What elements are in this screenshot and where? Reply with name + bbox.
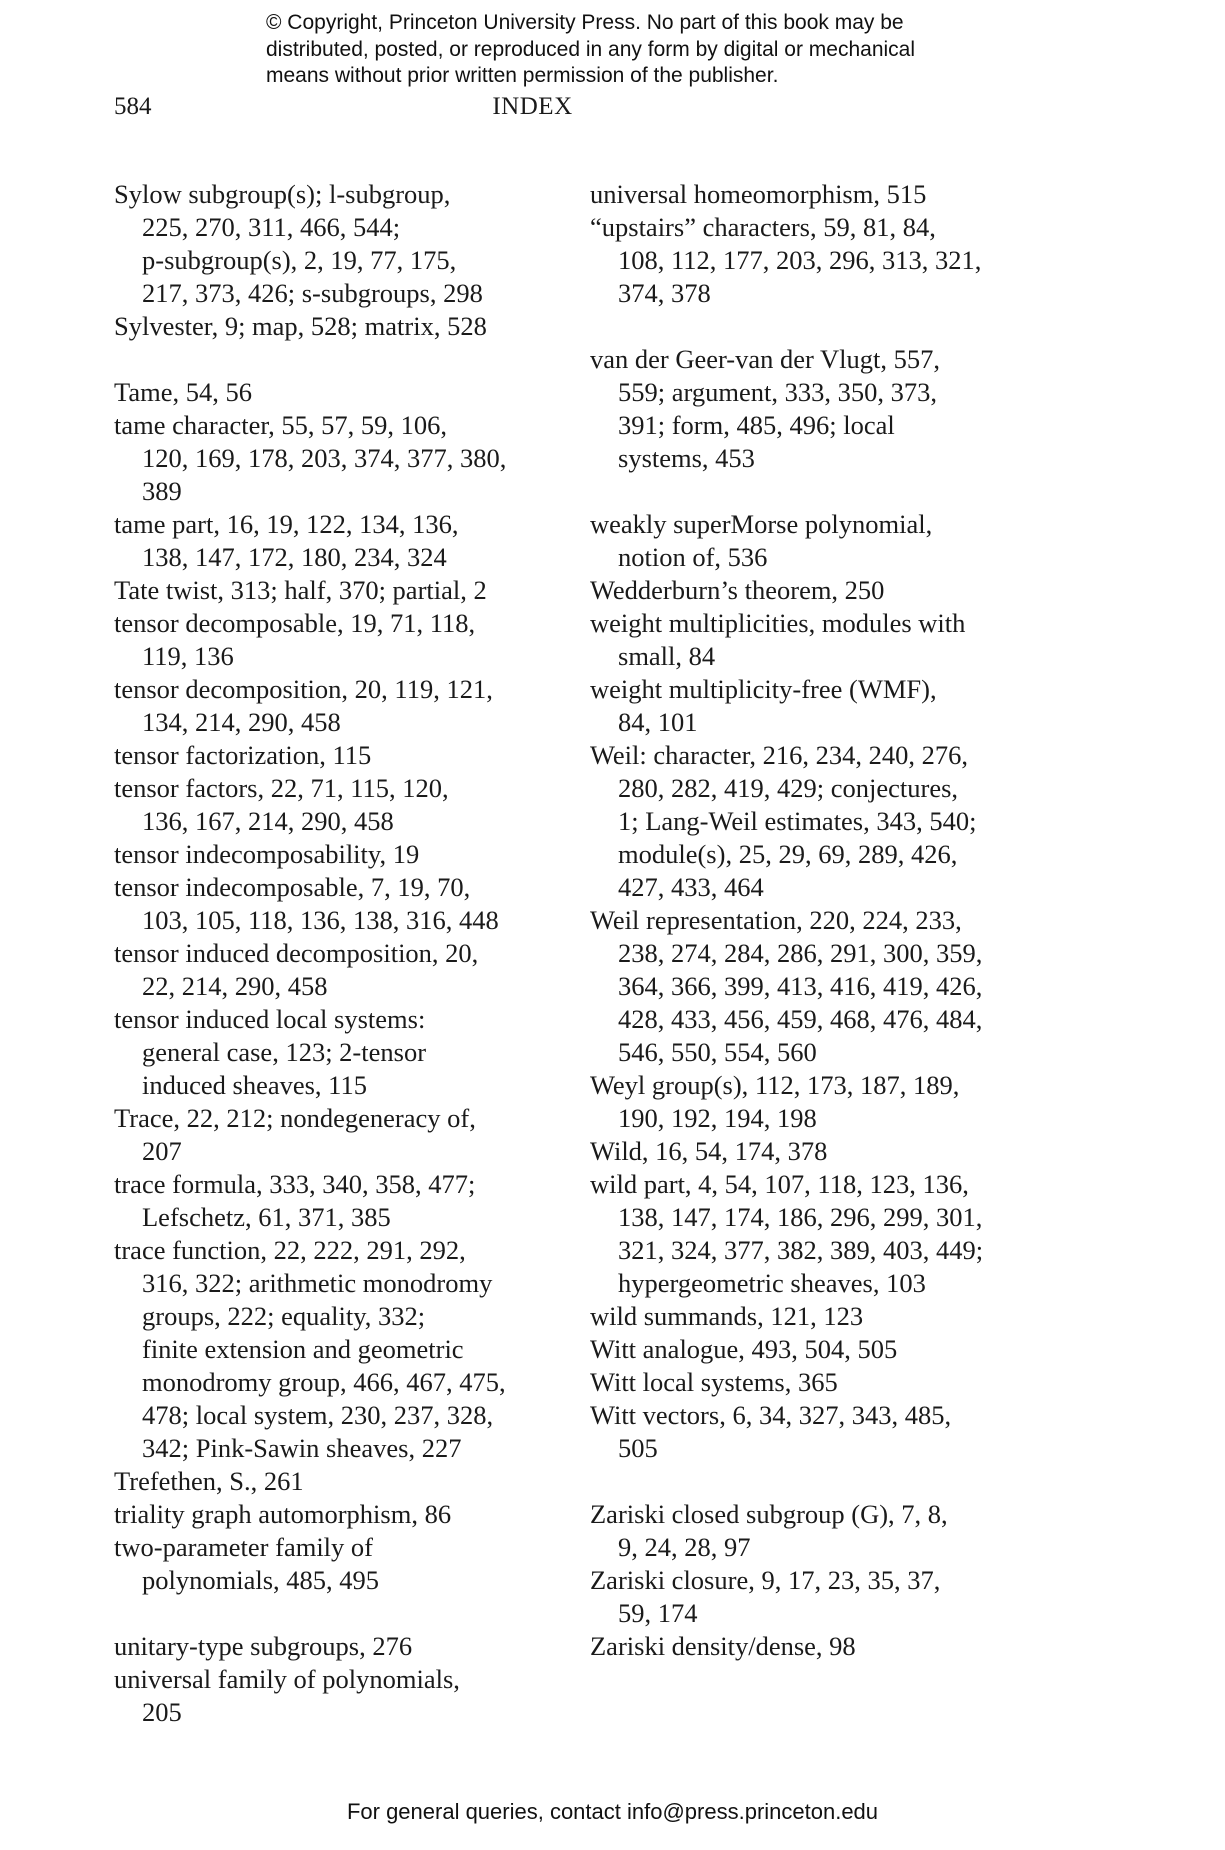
index-entry-continuation: 546, 550, 554, 560 (618, 1037, 817, 1067)
index-entry-heading: weight multiplicities, modules with (590, 608, 966, 638)
index-entry (590, 1366, 1060, 1399)
index-entry (114, 1663, 564, 1729)
index-entry (590, 178, 1060, 211)
index-entry-continuation: 280, 282, 419, 429; conjectures, (618, 773, 959, 803)
index-entry-continuation: general case, 123; 2-tensor (142, 1037, 427, 1067)
index-entry-continuation: finite extension and geometric (142, 1334, 464, 1364)
index-entry-heading: Tate twist, 313; half, 370; partial, 2 (114, 575, 487, 605)
index-entry-heading: Wedderburn’s theorem, 250 (590, 575, 885, 605)
index-entry (114, 508, 564, 574)
index-entry-heading: Tame, 54, 56 (114, 377, 252, 407)
index-entry-heading: weight multiplicity-free (WMF), (590, 674, 937, 704)
index-entry-heading: Trace, 22, 212; nondegeneracy of, (114, 1103, 476, 1133)
index-entry-continuation: 136, 167, 214, 290, 458 (142, 806, 394, 836)
index-entry-heading: trace formula, 333, 340, 358, 477; (114, 1169, 476, 1199)
index-entry (590, 1069, 1060, 1135)
index-entry (114, 376, 564, 409)
index-entry-heading: Witt vectors, 6, 34, 327, 343, 485, (590, 1400, 952, 1430)
index-entry-continuation: 217, 373, 426; s-subgroups, 298 (142, 278, 483, 308)
index-entry (114, 607, 564, 673)
index-entry (114, 1168, 564, 1234)
index-entry (590, 1630, 1060, 1663)
index-entry-heading: Zariski closure, 9, 17, 23, 35, 37, (590, 1565, 941, 1595)
index-entry-heading: wild part, 4, 54, 107, 118, 123, 136, (590, 1169, 969, 1199)
index-entry-heading: tensor decomposable, 19, 71, 118, (114, 608, 476, 638)
index-entry (590, 673, 1060, 739)
index-entry (114, 772, 564, 838)
index-entry-continuation: notion of, 536 (618, 542, 768, 572)
index-entry (590, 1333, 1060, 1366)
index-entry-heading: Sylvester, 9; map, 528; matrix, 528 (114, 311, 487, 341)
index-entry (114, 310, 564, 343)
index-entry (114, 1498, 564, 1531)
index-entry-continuation: 119, 136 (142, 641, 234, 671)
index-entry-continuation: monodromy group, 466, 467, 475, (142, 1367, 506, 1397)
index-entry-continuation: 190, 192, 194, 198 (618, 1103, 817, 1133)
index-entry (114, 937, 564, 1003)
index-entry-heading: tensor induced local systems: (114, 1004, 426, 1034)
letter-group-gap (590, 1465, 1060, 1498)
index-entry (114, 1630, 564, 1663)
letter-group-gap (590, 475, 1060, 508)
index-entry-heading: tensor factors, 22, 71, 115, 120, (114, 773, 449, 803)
copyright-line-3: means without prior written permission of the publisher. (266, 64, 779, 87)
index-entry-heading: tensor indecomposability, 19 (114, 839, 420, 869)
index-entry-continuation: 316, 322; arithmetic monodromy (142, 1268, 493, 1298)
index-entry-continuation: 342; Pink-Sawin sheaves, 227 (142, 1433, 462, 1463)
index-entry (590, 508, 1060, 574)
index-entry (590, 343, 1060, 475)
index-entry-continuation: module(s), 25, 29, 69, 289, 426, (618, 839, 958, 869)
index-entry (590, 1498, 1060, 1564)
index-entry (114, 1465, 564, 1498)
index-entry-heading: Zariski density/dense, 98 (590, 1631, 856, 1661)
index-entry-continuation: 9, 24, 28, 97 (618, 1532, 751, 1562)
index-entry-heading: tensor indecomposable, 7, 19, 70, (114, 872, 471, 902)
index-entry-continuation: p-subgroup(s), 2, 19, 77, 175, (142, 245, 457, 275)
index-entry-continuation: 427, 433, 464 (618, 872, 764, 902)
index-entry (114, 1003, 564, 1102)
letter-group-gap (114, 1597, 564, 1630)
index-entry-continuation: 108, 112, 177, 203, 296, 313, 321, (618, 245, 982, 275)
index-entry-continuation: systems, 453 (618, 443, 755, 473)
index-entry-heading: Trefethen, S., 261 (114, 1466, 304, 1496)
index-entry-continuation: 505 (618, 1433, 658, 1463)
running-header (0, 90, 1225, 124)
index-entry-heading: tame part, 16, 19, 122, 134, 136, (114, 509, 459, 539)
index-entry (114, 178, 564, 310)
index-entry-heading: tensor factorization, 115 (114, 740, 372, 770)
index-entry (114, 838, 564, 871)
index-entry-continuation: Lefschetz, 61, 371, 385 (142, 1202, 391, 1232)
letter-group-gap (590, 310, 1060, 343)
index-entry-heading: trace function, 22, 222, 291, 292, (114, 1235, 466, 1265)
index-entry-continuation: hypergeometric sheaves, 103 (618, 1268, 926, 1298)
index-entry-heading: universal family of polynomials, (114, 1664, 460, 1694)
index-entry-heading: “upstairs” characters, 59, 81, 84, (590, 212, 936, 242)
index-entry-heading: Zariski closed subgroup (G), 7, 8, (590, 1499, 948, 1529)
index-entry (590, 574, 1060, 607)
page-number: 584 (114, 93, 152, 120)
index-entry-continuation: 364, 366, 399, 413, 416, 419, 426, (618, 971, 983, 1001)
index-entry-heading: universal homeomorphism, 515 (590, 179, 927, 209)
index-entry-heading: tame character, 55, 57, 59, 106, (114, 410, 448, 440)
index-entry-heading: Weyl group(s), 112, 173, 187, 189, (590, 1070, 960, 1100)
index-entry (114, 409, 564, 508)
index-entry (114, 1102, 564, 1168)
index-entry-continuation: 138, 147, 174, 186, 296, 299, 301, (618, 1202, 983, 1232)
index-entry-continuation: 103, 105, 118, 136, 138, 316, 448 (142, 905, 499, 935)
index-entry-heading: tensor induced decomposition, 20, (114, 938, 479, 968)
index-entry-heading: weakly superMorse polynomial, (590, 509, 933, 539)
index-entry-continuation: 205 (142, 1697, 182, 1727)
index-entry-continuation: 391; form, 485, 496; local (618, 410, 895, 440)
index-entry-continuation: 559; argument, 333, 350, 373, (618, 377, 937, 407)
index-entry-heading: Weil: character, 216, 234, 240, 276, (590, 740, 969, 770)
index-entry-heading: Sylow subgroup(s); l-subgroup, (114, 179, 451, 209)
index-entry-heading: wild summands, 121, 123 (590, 1301, 864, 1331)
index-entry (114, 574, 564, 607)
index-entry (114, 871, 564, 937)
index-entry (590, 1135, 1060, 1168)
index-entry-continuation: 478; local system, 230, 237, 328, (142, 1400, 494, 1430)
index-entry-heading: van der Geer-van der Vlugt, 557, (590, 344, 940, 374)
index-column-right (590, 178, 1060, 1663)
index-entry-heading: Witt analogue, 493, 504, 505 (590, 1334, 898, 1364)
copyright-notice (266, 10, 986, 90)
copyright-line-1: © Copyright, Princeton University Press. No part of this book may be (266, 11, 904, 34)
index-entry (114, 739, 564, 772)
index-entry-continuation: 207 (142, 1136, 182, 1166)
index-entry-continuation: 59, 174 (618, 1598, 698, 1628)
index-entry-continuation: small, 84 (618, 641, 716, 671)
index-entry (590, 1564, 1060, 1630)
index-entry (114, 1234, 564, 1465)
index-entry (590, 607, 1060, 673)
footer-contact: For general queries, contact info@press.princeton.edu (346, 1799, 879, 1824)
index-entry-continuation: 134, 214, 290, 458 (142, 707, 341, 737)
index-entry (590, 211, 1060, 310)
index-entry-continuation: groups, 222; equality, 332; (142, 1301, 426, 1331)
index-entry-continuation: 22, 214, 290, 458 (142, 971, 328, 1001)
index-entry-heading: Witt local systems, 365 (590, 1367, 838, 1397)
index-entry-continuation: 225, 270, 311, 466, 544; (142, 212, 401, 242)
index-entry-continuation: 238, 274, 284, 286, 291, 300, 359, (618, 938, 983, 968)
index-entry (590, 1300, 1060, 1333)
index-entry-continuation: 374, 378 (618, 278, 711, 308)
index-entry-continuation: 1; Lang-Weil estimates, 343, 540; (618, 806, 977, 836)
letter-group-gap (114, 343, 564, 376)
index-entry-heading: Weil representation, 220, 224, 233, (590, 905, 962, 935)
index-entry-heading: unitary-type subgroups, 276 (114, 1631, 413, 1661)
index-entry-heading: tensor decomposition, 20, 119, 121, (114, 674, 493, 704)
index-entry-continuation: 138, 147, 172, 180, 234, 324 (142, 542, 447, 572)
index-entry-continuation: 428, 433, 456, 459, 468, 476, 484, (618, 1004, 983, 1034)
index-column-left (114, 178, 564, 1729)
index-entry-heading: Wild, 16, 54, 174, 378 (590, 1136, 828, 1166)
index-entry-continuation: polynomials, 485, 495 (142, 1565, 380, 1595)
running-title: INDEX (492, 93, 573, 120)
index-entry (590, 739, 1060, 904)
index-entry-continuation: induced sheaves, 115 (142, 1070, 367, 1100)
index-entry-continuation: 389 (142, 476, 182, 506)
copyright-line-2: distributed, posted, or reproduced in any form by digital or mechanical (266, 37, 916, 61)
index-entry (114, 673, 564, 739)
index-entry (590, 904, 1060, 1069)
index-entry-continuation: 84, 101 (618, 707, 698, 737)
index-entry-heading: two-parameter family of (114, 1532, 373, 1562)
index-entry (590, 1399, 1060, 1465)
index-entry-continuation: 321, 324, 377, 382, 389, 403, 449; (618, 1235, 984, 1265)
index-entry (590, 1168, 1060, 1300)
index-entry-continuation: 120, 169, 178, 203, 374, 377, 380, (142, 443, 507, 473)
index-entry (114, 1531, 564, 1597)
index-entry-heading: triality graph automorphism, 86 (114, 1499, 452, 1529)
